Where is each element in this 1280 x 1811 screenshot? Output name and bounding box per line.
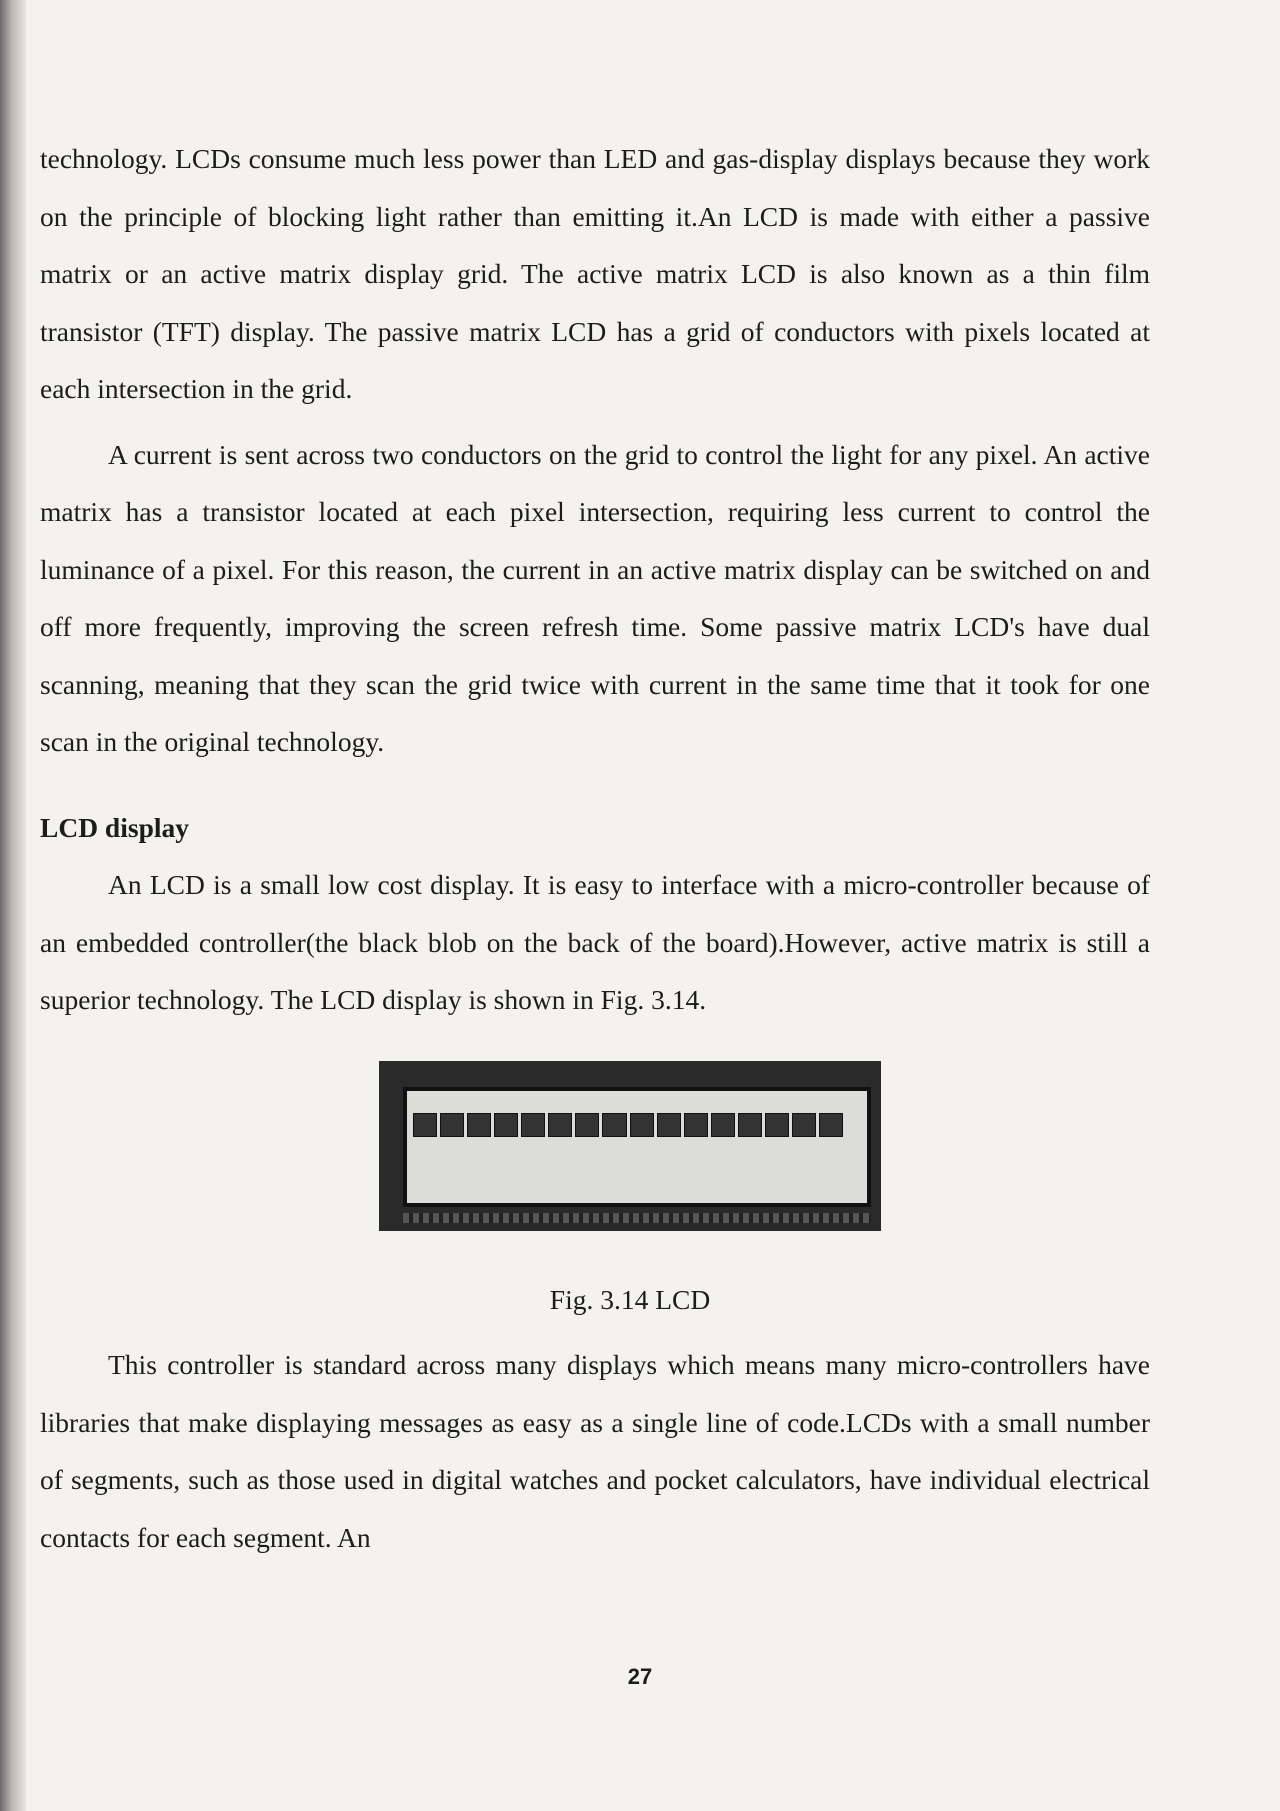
- paragraph-controller: This controller is standard across many displays which means many micro-controllers have libraries that make displaying messages as easy as a single line of code.LCDs with a small number of segments, such as those used in digital watches and pocket calculators, have individual electrical contacts for each segment. An: [40, 1349, 1150, 1553]
- figure-lcd: [40, 1061, 1150, 1329]
- lcd-character-cell: [792, 1113, 816, 1137]
- lcd-character-row: [413, 1113, 843, 1143]
- lcd-character-cell: [630, 1113, 654, 1137]
- lcd-character-cell: [711, 1113, 735, 1137]
- lcd-character-cell: [413, 1113, 437, 1137]
- figure-caption: Fig. 3.14 LCD: [549, 1283, 711, 1315]
- lcd-character-cell: [738, 1113, 762, 1137]
- page-binding-edge: [0, 0, 26, 1811]
- lcd-character-cell: [575, 1113, 599, 1137]
- lcd-character-cell: [521, 1113, 545, 1137]
- lcd-character-cell: [602, 1113, 626, 1137]
- lcd-character-cell: [657, 1113, 681, 1137]
- lcd-character-cell: [467, 1113, 491, 1137]
- section-heading: LCD display: [40, 811, 190, 843]
- lcd-screen: [403, 1087, 871, 1207]
- lcd-pin-strip: [403, 1213, 871, 1223]
- paragraph-intro: technology. LCDs consume much less power than LED and gas-display displays because they work on the principle of blocking light rather than emitting it.An LCD is made with either a passive matrix or an active matrix display grid. The active matrix LCD is also known as a thin film transistor (TFT) display. The passive matrix LCD has a grid of conductors with pixels located at each intersection in the grid.: [40, 143, 1150, 404]
- lcd-character-cell: [440, 1113, 464, 1137]
- page-number: 27: [627, 1664, 653, 1689]
- paragraph-current: A current is sent across two conductors on the grid to control the light for any pixel. An active matrix has a transistor located at each pixel intersection, requiring less current to control the luminance of a pixel. For this reason, the current in an active matrix display can be switched on and off more frequently, improving the screen refresh time. Some passive matrix LCD's have dual scanning, meaning that they scan the grid twice with current in the same time that it took for one scan in the original technology.: [40, 438, 1150, 757]
- lcd-character-cell: [765, 1113, 789, 1137]
- lcd-character-cell: [684, 1113, 708, 1137]
- lcd-character-cell: [548, 1113, 572, 1137]
- paragraph-lcd-display: An LCD is a small low cost display. It is easy to interface with a micro-controller because of an embedded controller(the black blob on the back of the board).However, active matrix is still a superior technology. The LCD display is shown in Fig. 3.14.: [40, 869, 1150, 1015]
- lcd-character-cell: [494, 1113, 518, 1137]
- lcd-character-cell: [819, 1113, 843, 1137]
- page-body: [40, 130, 1150, 1566]
- lcd-module-icon: [379, 1061, 881, 1231]
